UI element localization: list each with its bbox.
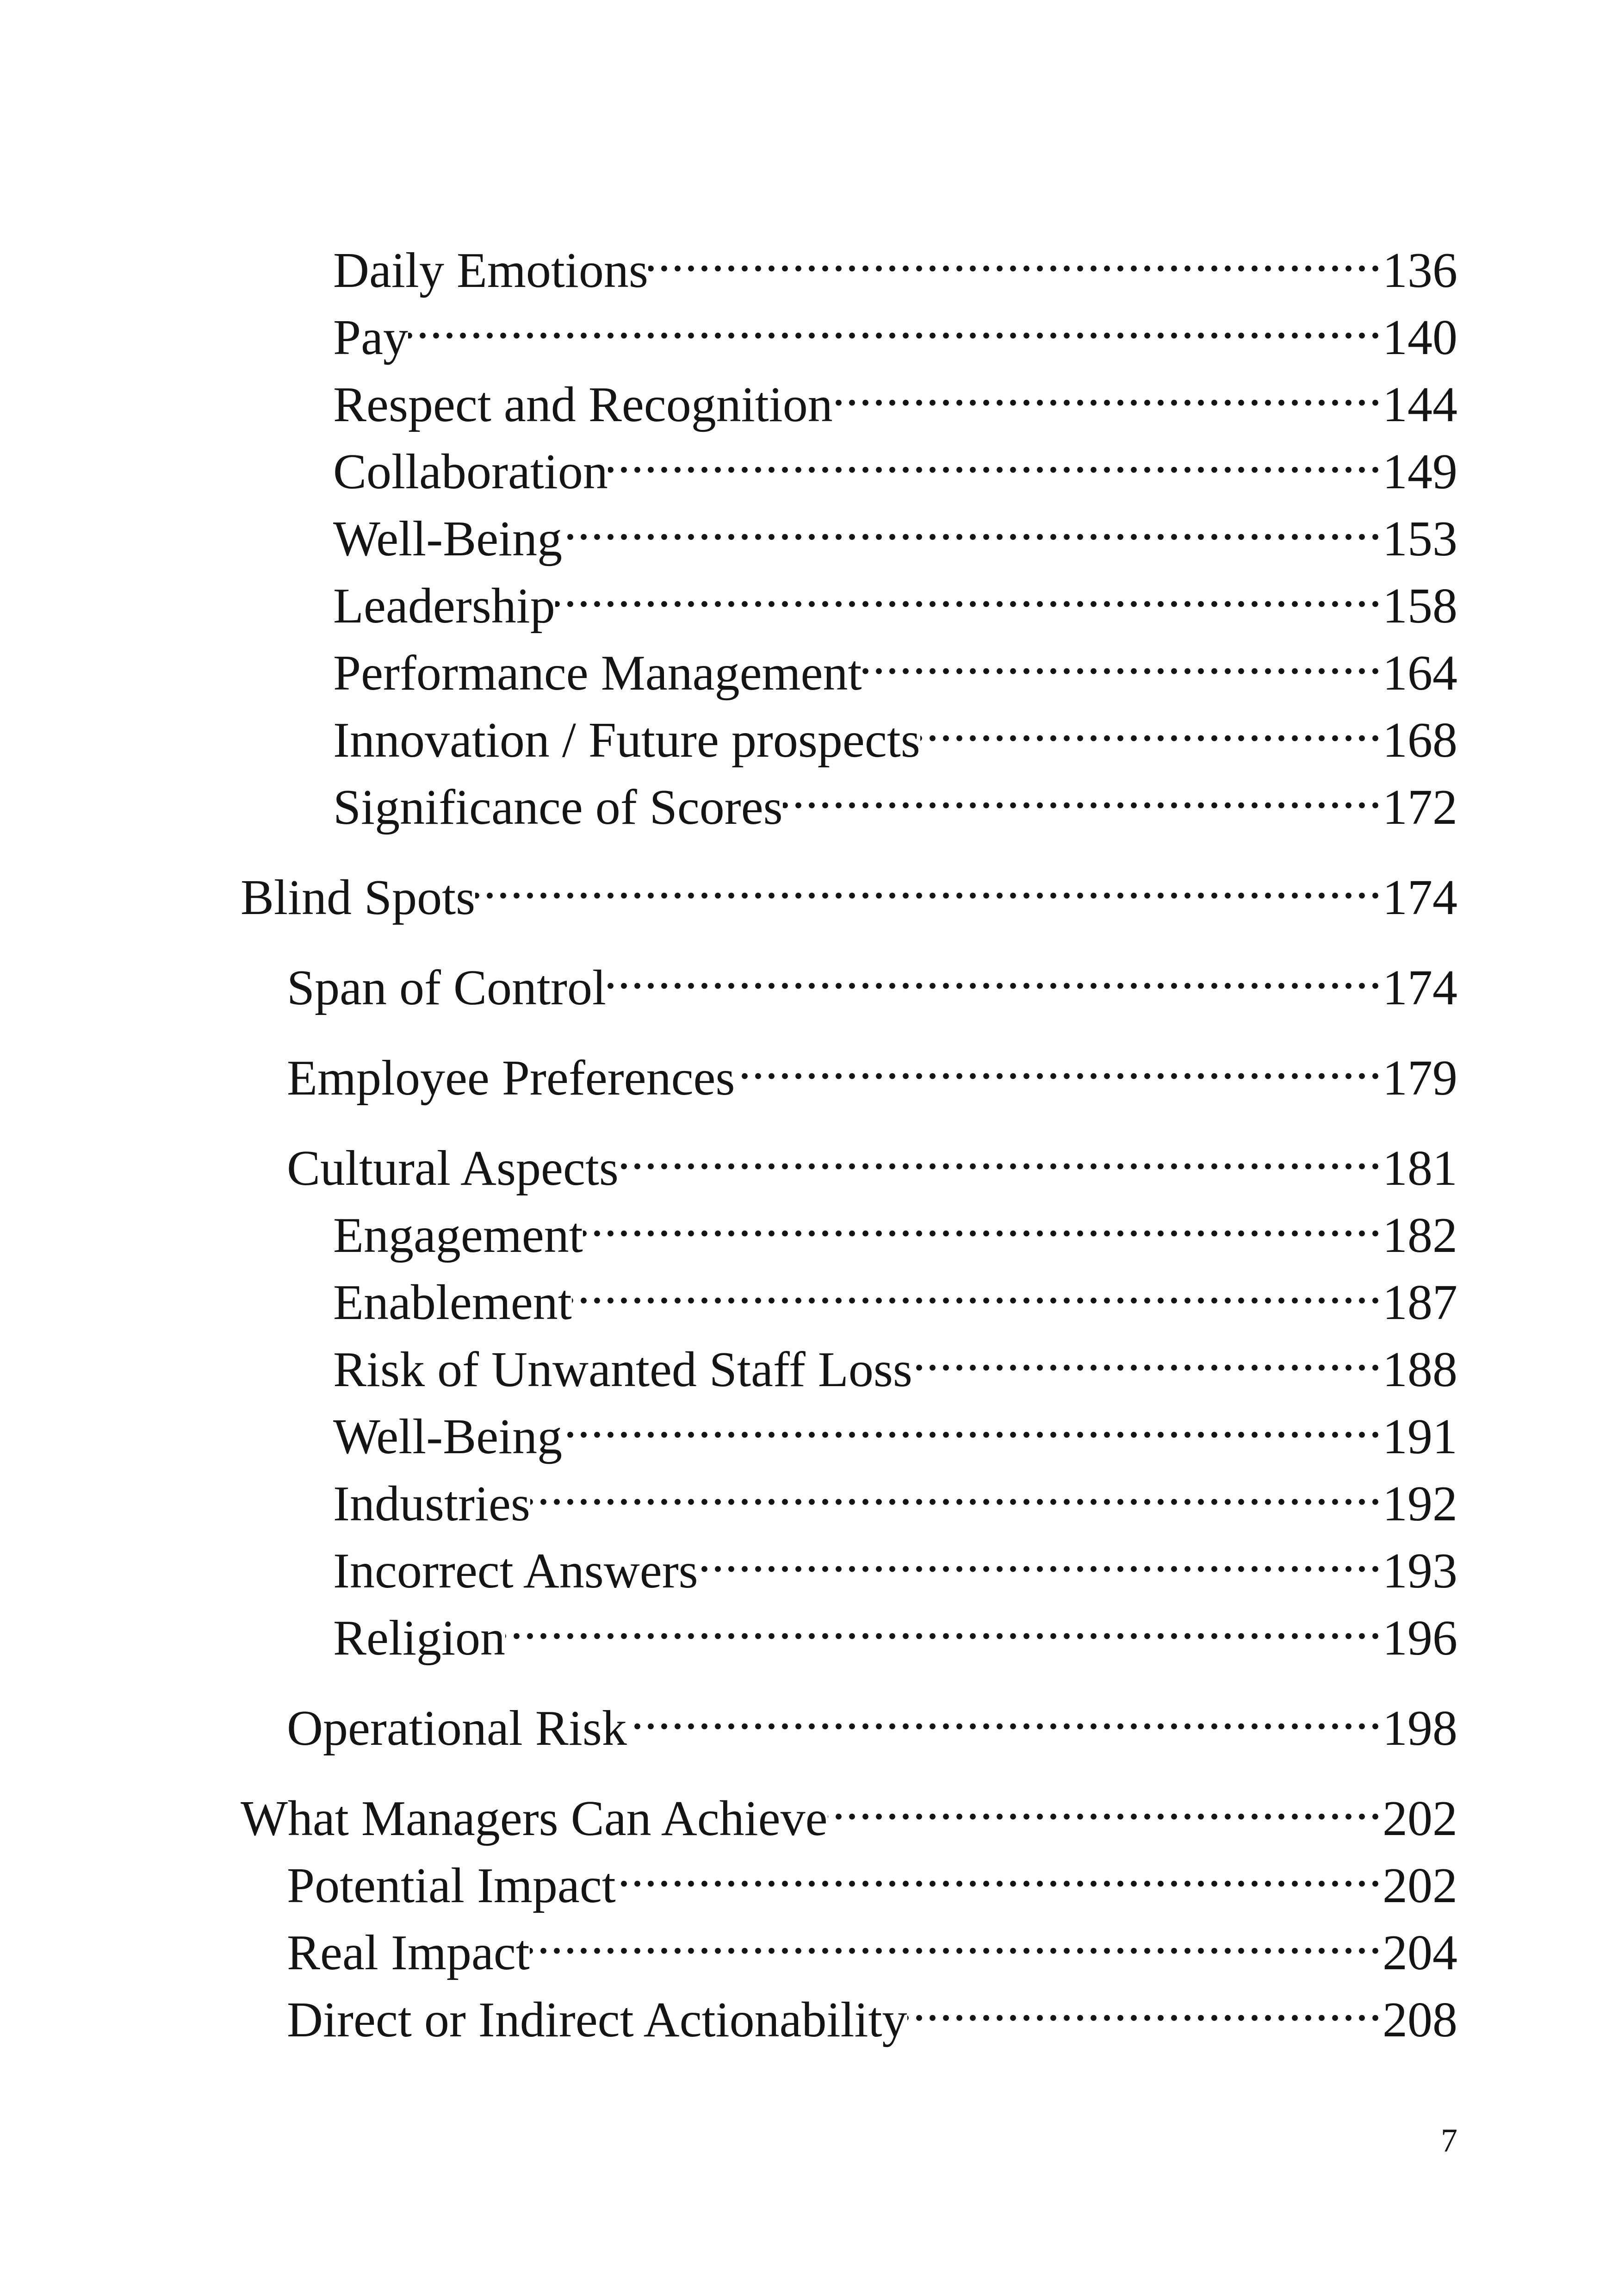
toc-entry: [333, 1254, 1457, 1330]
toc-entry-page: 174: [1382, 960, 1457, 1015]
toc-entry-title: Direct or Indirect Actionability: [287, 1992, 907, 2047]
dot-leader: [530, 1456, 1382, 1520]
toc-entry: [333, 423, 1457, 499]
toc-entry: [333, 1321, 1457, 1397]
dot-leader: [562, 1388, 1382, 1453]
toc-entry: [333, 1187, 1457, 1263]
toc-subsection: [287, 1837, 1457, 1913]
toc-entry-page: 187: [1382, 1275, 1457, 1330]
toc-entry-page: 136: [1382, 243, 1457, 298]
toc-entry-title: Industries: [333, 1476, 530, 1531]
toc-entry-title: Religion: [333, 1611, 505, 1666]
dot-leader: [833, 356, 1382, 421]
dot-leader: [912, 1321, 1382, 1386]
toc-entry-title: Employee Preferences: [287, 1051, 735, 1106]
toc-entry: [333, 558, 1457, 634]
toc-entry-title: Span of Control: [287, 960, 606, 1015]
toc-entry: [333, 356, 1457, 432]
toc-entry-page: 196: [1382, 1611, 1457, 1666]
dot-leader: [828, 1770, 1382, 1835]
toc-entry-title: Well-Being: [333, 511, 563, 566]
toc-subsection: [287, 1904, 1457, 1980]
dot-leader: [475, 849, 1382, 914]
dot-leader: [619, 1120, 1382, 1185]
dot-leader: [562, 491, 1382, 555]
toc-subsection: [287, 1680, 1457, 1756]
page-number: 7: [1441, 2122, 1457, 2159]
dot-leader: [555, 558, 1382, 622]
toc-entry: [333, 692, 1457, 768]
dot-leader: [608, 423, 1382, 488]
toc-entry-page: 179: [1382, 1051, 1457, 1106]
dot-leader: [530, 1904, 1382, 1969]
dot-leader: [920, 692, 1382, 757]
toc-entry-title: Pay: [333, 310, 408, 365]
dot-leader: [735, 1030, 1382, 1095]
toc-entry-page: 140: [1382, 310, 1457, 365]
dot-leader: [583, 1187, 1382, 1252]
toc-entry-title: Blind Spots: [241, 870, 476, 925]
toc-entry: [333, 625, 1457, 701]
toc-entry: [333, 1388, 1457, 1464]
dot-leader: [783, 759, 1382, 824]
toc-entry-title: Daily Emotions: [333, 243, 648, 298]
dot-leader: [698, 1523, 1382, 1587]
toc-entry-title: Collaboration: [333, 444, 608, 499]
toc-subsection: [287, 1030, 1457, 1106]
toc-subsection: [287, 940, 1457, 1015]
toc-entry-title: Significance of Scores: [333, 780, 783, 835]
toc-entry-title: What Managers Can Achieve: [241, 1791, 828, 1846]
toc-entry: [333, 1523, 1457, 1599]
toc-subsection: [287, 1972, 1457, 2047]
toc-entry-page: 202: [1382, 1791, 1457, 1846]
toc-entry-title: Well-Being: [333, 1409, 563, 1464]
toc-entry-title: Incorrect Answers: [333, 1543, 698, 1599]
toc-entry: [333, 1590, 1457, 1666]
toc-entry-page: 204: [1382, 1925, 1457, 1980]
toc-entry-page: 158: [1382, 579, 1457, 634]
dot-leader: [616, 1837, 1382, 1902]
toc-entry-page: 153: [1382, 511, 1457, 566]
dot-leader: [408, 289, 1382, 354]
toc-entry-page: 181: [1382, 1141, 1457, 1196]
toc-entry: [333, 289, 1457, 365]
toc-entry-title: Enablement: [333, 1275, 572, 1330]
toc-entry-title: Real Impact: [287, 1925, 530, 1980]
toc-entry-page: 208: [1382, 1992, 1457, 2047]
toc-entry-page: 149: [1382, 444, 1457, 499]
toc-entry-title: Risk of Unwanted Staff Loss: [333, 1342, 912, 1397]
toc-entry-title: Respect and Recognition: [333, 377, 833, 432]
toc-entry-title: Operational Risk: [287, 1701, 627, 1756]
toc-entry-title: Cultural Aspects: [287, 1141, 619, 1196]
toc-entry: [333, 759, 1457, 835]
toc-entry-page: 188: [1382, 1342, 1457, 1397]
dot-leader: [862, 625, 1383, 690]
dot-leader: [648, 222, 1382, 287]
dot-leader: [572, 1254, 1382, 1319]
dot-leader: [907, 1972, 1382, 2036]
dot-leader: [606, 940, 1382, 1004]
toc-entry-page: 172: [1382, 780, 1457, 835]
toc-entry-title: Performance Management: [333, 646, 862, 701]
toc-subsection: [287, 1120, 1457, 1196]
toc-entry-page: 192: [1382, 1476, 1457, 1531]
toc-entry-page: 193: [1382, 1543, 1457, 1599]
toc-entry-title: Innovation / Future prospects: [333, 713, 920, 768]
dot-leader: [627, 1680, 1382, 1745]
toc-entry: [333, 491, 1457, 566]
toc-entry-title: Potential Impact: [287, 1858, 616, 1913]
toc-entry-page: 174: [1382, 870, 1457, 925]
toc-entry-page: 182: [1382, 1208, 1457, 1263]
toc-section-heading: [241, 1770, 1457, 1846]
toc-entry-page: 144: [1382, 377, 1457, 432]
toc-entry: [333, 222, 1457, 298]
toc-entry-title: Engagement: [333, 1208, 583, 1263]
toc-section-heading: [241, 849, 1457, 925]
toc-entry-page: 168: [1382, 713, 1457, 768]
toc-entry-page: 191: [1382, 1409, 1457, 1464]
toc-entry-title: Leadership: [333, 579, 555, 634]
dot-leader: [505, 1590, 1382, 1655]
toc-entry-page: 198: [1382, 1701, 1457, 1756]
toc-entry-page: 202: [1382, 1858, 1457, 1913]
toc-entry-page: 164: [1382, 646, 1457, 701]
toc-entry: [333, 1456, 1457, 1531]
